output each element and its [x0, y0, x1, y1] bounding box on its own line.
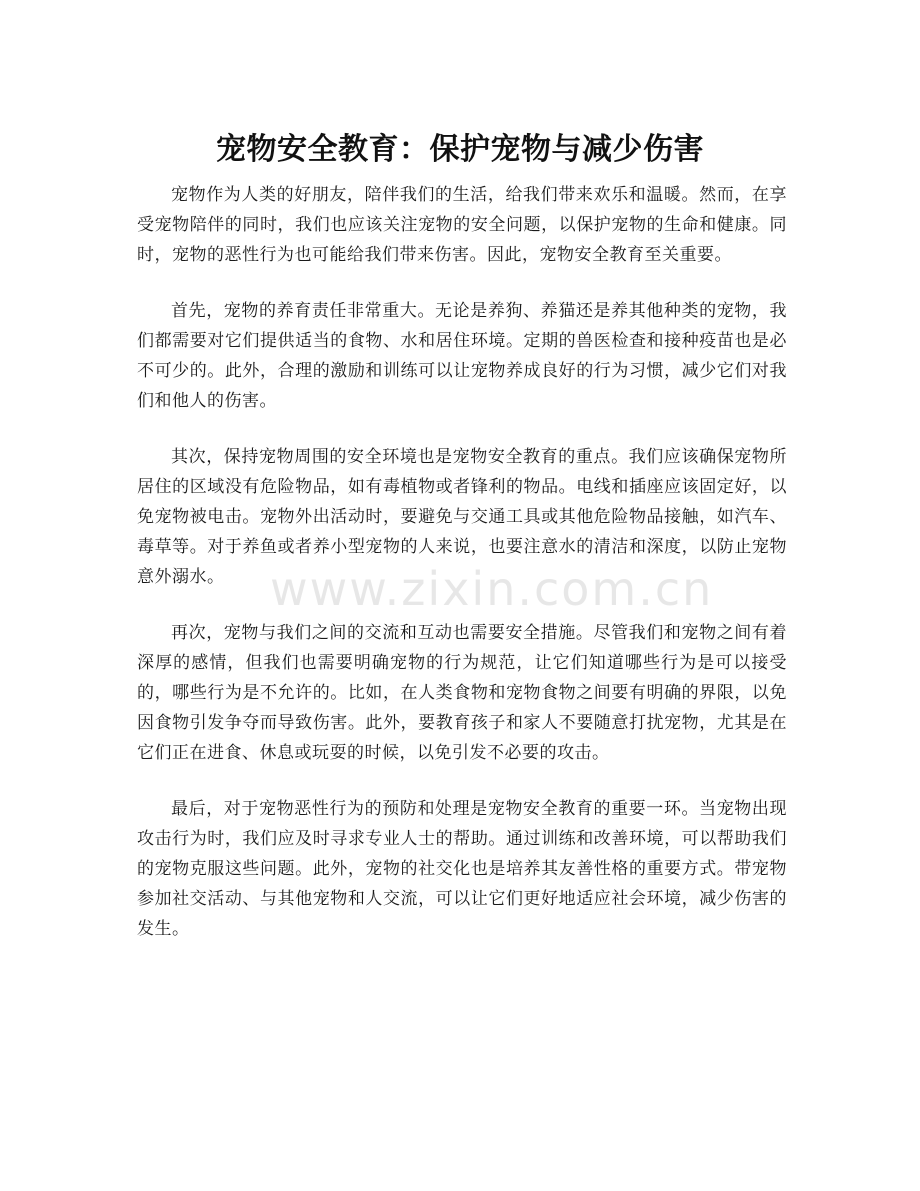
paragraph-safe-environment: 其次，保持宠物周围的安全环境也是宠物安全教育的重点。我们应该确保宠物所居住的区域没有危险物品，如有毒植物或者锋利的物品。电线和插座应该固定好，以免宠物被电击。宠物外出活动时，要避免与交通工具或其他危险物品接触，如汽车、毒草等。对于养鱼或者养小型宠物的人来说，也要注意水的清洁和深度，以防止宠物意外溺水。 [137, 447, 787, 587]
document-body [137, 180, 787, 970]
watermark-text: www.zixin.com.cn [270, 562, 714, 616]
paragraph-aggressive-behavior: 最后，对于宠物恶性行为的预防和处理是宠物安全教育的重要一环。当宠物出现攻击行为时，我们应及时寻求专业人士的帮助。通过训练和改善环境，可以帮助我们的宠物克服这些问题。此外，宠物的社交化也是培养其友善性格的重要方式。带宠物参加社交活动、与其他宠物和人交流，可以让它们更好地适应社会环境，减少伤害的发生。 [137, 799, 787, 939]
paragraph-interaction-safety: 再次，宠物与我们之间的交流和互动也需要安全措施。尽管我们和宠物之间有着深厚的感情，但我们也需要明确宠物的行为规范，让它们知道哪些行为是可以接受的，哪些行为是不允许的。比如，在人类食物和宠物食物之间要有明确的界限，以免因食物引发争夺而导致伤害。此外，要教育孩子和家人不要随意打扰宠物，尤其是在它们正在进食、休息或玩耍的时候，以免引发不必要的攻击。 [137, 623, 787, 763]
paragraph-intro: 宠物作为人类的好朋友，陪伴我们的生活，给我们带来欢乐和温暖。然而，在享受宠物陪伴的同时，我们也应该关注宠物的安全问题，以保护宠物的生命和健康。同时，宠物的恶性行为也可能给我们带来伤害。因此，宠物安全教育至关重要。 [137, 185, 787, 265]
document-title: 宠物安全教育：保护宠物与减少伤害 [216, 132, 704, 168]
paragraph-raising-responsibility: 首先，宠物的养育责任非常重大。无论是养狗、养猫还是养其他种类的宠物，我们都需要对它们提供适当的食物、水和居住环境。定期的兽医检查和接种疫苗也是必不可少的。此外，合理的激励和训练可以让宠物养成良好的行为习惯，减少它们对我们和他人的伤害。 [137, 301, 787, 411]
